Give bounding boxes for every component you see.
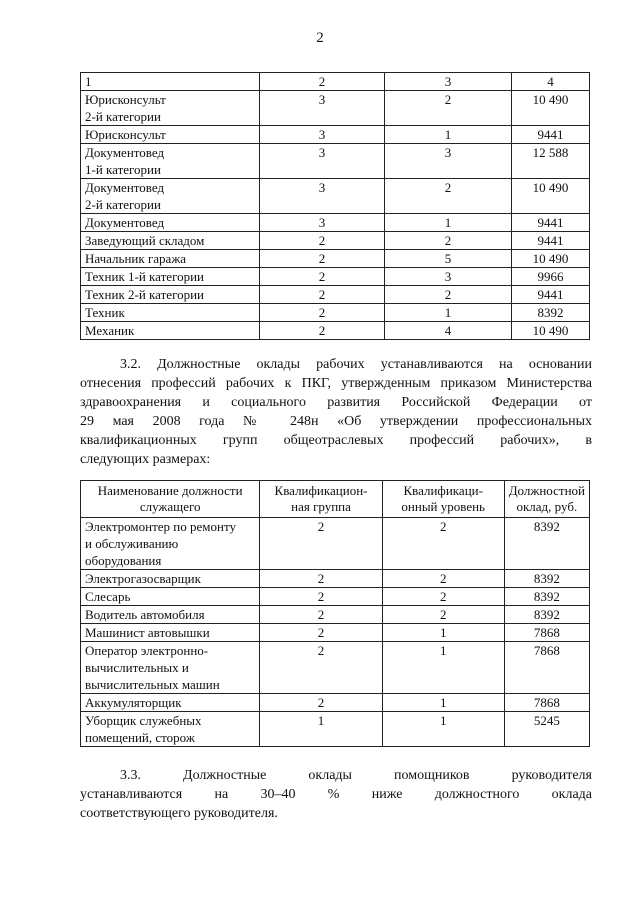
table-row [81, 642, 590, 694]
position-name-cell [81, 606, 260, 624]
salary-cell: 8392 [504, 588, 589, 606]
qualification-level-cell: 2 [385, 232, 512, 250]
salary-cell: 10 490 [512, 250, 590, 268]
qualification-group-cell: 2 [260, 570, 382, 588]
salary-cell: 5245 [504, 712, 589, 747]
paragraph-line: 29 мая 2008 года № 248н «Об утверждении профессиональных [80, 414, 592, 429]
paragraph-line: следующих размерах: [80, 452, 211, 467]
qualification-group-cell: 2 [260, 588, 382, 606]
qualification-level-cell: 1 [382, 694, 504, 712]
table-row [81, 268, 590, 286]
salary-cell: 10 490 [512, 179, 590, 214]
table-row [81, 126, 590, 144]
salary-cell: 8392 [504, 570, 589, 588]
position-name-line: и обслуживанию [85, 536, 179, 551]
table-row [81, 304, 590, 322]
position-name-line: 2-й категории [85, 197, 161, 212]
header-line: Наименование должности [97, 483, 243, 498]
position-name-line: Техник [85, 305, 125, 320]
table-row [81, 518, 590, 570]
qualification-group-cell: 2 [260, 642, 382, 694]
qualification-level-cell: 2 [385, 286, 512, 304]
position-name-cell [81, 642, 260, 694]
salary-cell: 9441 [512, 126, 590, 144]
position-name-cell [81, 624, 260, 642]
paragraph-line: 3.3. Должностные оклады помощников руководителя [120, 768, 592, 783]
position-name-line: оборудования [85, 553, 162, 568]
position-name-cell [81, 179, 260, 214]
position-name-cell [81, 250, 260, 268]
position-name-line: вычислительных и [85, 660, 189, 675]
column-header: 3 [385, 73, 512, 91]
qualification-level-cell: 2 [382, 570, 504, 588]
position-name-line: помещений, сторож [85, 730, 195, 745]
column-header-group [260, 481, 382, 518]
qualification-level-cell: 2 [382, 518, 504, 570]
salary-cell: 8392 [504, 606, 589, 624]
qualification-group-cell: 2 [260, 518, 382, 570]
qualification-level-cell: 1 [385, 304, 512, 322]
qualification-level-cell: 1 [385, 214, 512, 232]
position-name-cell [81, 712, 260, 747]
salary-cell: 9441 [512, 232, 590, 250]
position-name-cell [81, 694, 260, 712]
column-header-salary [504, 481, 589, 518]
position-name-cell [81, 588, 260, 606]
position-name-line: 2-й категории [85, 109, 161, 124]
position-name-cell [81, 144, 260, 179]
qualification-level-cell: 3 [385, 144, 512, 179]
salary-cell: 12 588 [512, 144, 590, 179]
qualification-level-cell: 5 [385, 250, 512, 268]
header-line: служащего [139, 499, 201, 514]
position-name-cell [81, 304, 260, 322]
position-name-cell [81, 91, 260, 126]
salary-cell: 10 490 [512, 322, 590, 340]
table-header-row [81, 481, 590, 518]
position-name-line: Аккумуляторщик [85, 695, 182, 710]
page-number: 2 [316, 30, 324, 46]
qualification-group-cell: 2 [260, 268, 385, 286]
position-name-line: Оператор электронно- [85, 643, 209, 658]
position-name-line: Машинист автовышки [85, 625, 210, 640]
paragraph-line: здравоохранения и социального развития Российской Федерации от [80, 395, 592, 410]
column-header: 2 [260, 73, 385, 91]
header-line: оклад, руб. [516, 499, 578, 514]
position-name-line: Уборщик служебных [85, 713, 202, 728]
position-name-line: Юрисконсульт [85, 127, 166, 142]
table-row [81, 179, 590, 214]
position-name-cell [81, 322, 260, 340]
qualification-group-cell: 2 [260, 250, 385, 268]
table-row [81, 606, 590, 624]
paragraph-line: устанавливаются на 30–40 % ниже должностного оклада [80, 787, 592, 802]
column-header: 1 [81, 73, 260, 91]
workers-salary-table [80, 480, 590, 747]
position-name-line: Документовед [85, 145, 165, 160]
position-name-cell [81, 214, 260, 232]
table-row [81, 232, 590, 250]
position-name-line: 1-й категории [85, 162, 161, 177]
qualification-group-cell: 3 [260, 179, 385, 214]
table-row [81, 694, 590, 712]
salary-cell: 7868 [504, 624, 589, 642]
column-header-level [382, 481, 504, 518]
table-row [81, 588, 590, 606]
position-name-line: Электромонтер по ремонту [85, 519, 236, 534]
qualification-level-cell: 1 [382, 624, 504, 642]
paragraph-3-2 [80, 355, 592, 469]
paragraph-3-3 [80, 766, 592, 823]
column-header: 4 [512, 73, 590, 91]
qualification-level-cell: 3 [385, 268, 512, 286]
table-row [81, 570, 590, 588]
position-name-line: Начальник гаража [85, 251, 187, 266]
position-name-line: Слесарь [85, 589, 131, 604]
header-line: Квалификацион- [274, 483, 368, 498]
position-name-cell [81, 570, 260, 588]
salary-cell: 9441 [512, 214, 590, 232]
header-line: Должностной [508, 483, 585, 498]
position-name-cell [81, 518, 260, 570]
qualification-group-cell: 2 [260, 694, 382, 712]
salary-cell: 8392 [504, 518, 589, 570]
paragraph-line: соответствующего руководителя. [80, 806, 278, 821]
qualification-level-cell: 1 [382, 642, 504, 694]
position-name-line: Документовед [85, 180, 165, 195]
position-name-cell [81, 268, 260, 286]
table-row [81, 214, 590, 232]
qualification-level-cell: 2 [382, 606, 504, 624]
position-name-line: Юрисконсульт [85, 92, 166, 107]
paragraph-line: 3.2. Должностные оклады рабочих устанавливаются на основании [120, 357, 592, 372]
qualification-group-cell: 2 [260, 606, 382, 624]
table-row [81, 286, 590, 304]
table-row [81, 250, 590, 268]
position-name-line: Механик [85, 323, 135, 338]
position-name-cell [81, 286, 260, 304]
qualification-level-cell: 2 [382, 588, 504, 606]
qualification-level-cell: 4 [385, 322, 512, 340]
qualification-group-cell: 3 [260, 214, 385, 232]
qualification-level-cell: 2 [385, 179, 512, 214]
position-name-cell [81, 126, 260, 144]
qualification-group-cell: 3 [260, 144, 385, 179]
position-name-line: Водитель автомобиля [85, 607, 205, 622]
qualification-group-cell: 2 [260, 624, 382, 642]
paragraph-line: квалификационных групп общеотраслевых профессий рабочих», в [80, 433, 592, 448]
qualification-group-cell: 2 [260, 286, 385, 304]
positions-table [80, 72, 590, 340]
qualification-level-cell: 1 [382, 712, 504, 747]
salary-cell: 9966 [512, 268, 590, 286]
qualification-group-cell: 2 [260, 232, 385, 250]
qualification-group-cell: 2 [260, 304, 385, 322]
position-name-line: Техник 1-й категории [85, 269, 204, 284]
salary-cell: 9441 [512, 286, 590, 304]
table-row [81, 91, 590, 126]
qualification-group-cell: 1 [260, 712, 382, 747]
salary-cell: 7868 [504, 642, 589, 694]
position-name-line: Заведующий складом [85, 233, 205, 248]
position-name-line: вычислительных машин [85, 677, 220, 692]
header-line: ная группа [291, 499, 351, 514]
qualification-level-cell: 1 [385, 126, 512, 144]
qualification-group-cell: 3 [260, 91, 385, 126]
position-name-line: Техник 2-й категории [85, 287, 204, 302]
table-row [81, 144, 590, 179]
qualification-group-cell: 2 [260, 322, 385, 340]
salary-cell: 10 490 [512, 91, 590, 126]
position-name-line: Электрогазосварщик [85, 571, 201, 586]
table-row [81, 624, 590, 642]
header-line: Квалификаци- [403, 483, 483, 498]
position-name-line: Документовед [85, 215, 165, 230]
table-row [81, 712, 590, 747]
salary-cell: 8392 [512, 304, 590, 322]
salary-cell: 7868 [504, 694, 589, 712]
paragraph-line: отнесения профессий рабочих к ПКГ, утвержденным приказом Министерства [80, 376, 592, 391]
table-header-row [81, 73, 590, 91]
header-line: онный уровень [401, 499, 485, 514]
position-name-cell [81, 232, 260, 250]
qualification-group-cell: 3 [260, 126, 385, 144]
qualification-level-cell: 2 [385, 91, 512, 126]
column-header-position [81, 481, 260, 518]
table-row [81, 322, 590, 340]
